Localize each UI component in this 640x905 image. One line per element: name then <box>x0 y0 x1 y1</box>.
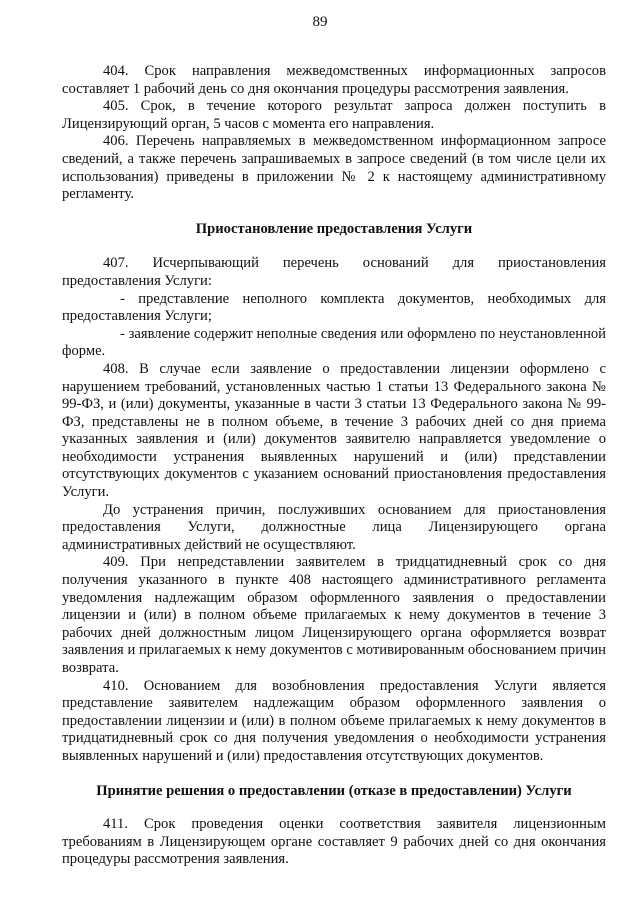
list-item-incomplete-documents: - представление неполного комплекта документов, необходимых для предоставления Услуги; <box>62 290 606 325</box>
paragraph-411: 411. Срок проведения оценки соответствия заявителя лицензионным требованиям в Лицензирующем органе составляет 9 рабочих дней со дня окончания процедуры рассмотрения заявления. <box>62 816 606 868</box>
paragraph-406: 406. Перечень направляемых в межведомственном информационном запросе сведений, а также перечень запрашиваемых в запросе сведений (в том числе цели их использования) приведены в приложении № 2 к настоящему административному регламенту. <box>62 133 606 203</box>
paragraph-410: 410. Основанием для возобновления предоставления Услуги является представление заявителем надлежащим образом оформленного заявления о предоставлении лицензии и (или) в полном объеме прилагаемых к нему документов в тридцатидневный срок со дня получения уведомления о необходимости устранения выявленных нарушений и (или) предоставления отсутствующих документов. <box>62 677 606 764</box>
paragraph-404: 404. Срок направления межведомственных информационных запросов составляет 1 рабочий день со дня окончания процедуры рассмотрения заявления. <box>62 63 606 97</box>
paragraph-408-continuation: До устранения причин, послуживших основанием для приостановления предоставления Услуги, должностные лица Лицензирующего органа административных действий не осуществляют. <box>62 501 606 553</box>
document-body <box>62 63 606 869</box>
paragraph-407: 407. Исчерпывающий перечень оснований для приостановления предоставления Услуги: <box>62 255 606 289</box>
page-number: 89 <box>312 14 328 30</box>
paragraph-405: 405. Срок, в течение которого результат запроса должен поступить в Лицензирующий орган, 5 часов с момента его направления. <box>62 98 606 132</box>
section-heading-decision: Принятие решения о предоставлении (отказе в предоставлении) Услуги <box>96 782 572 799</box>
paragraph-409: 409. При непредставлении заявителем в тридцатидневный срок со дня получения указанного в пункте 408 настоящего административного регламента уведомления надлежащим образом оформленного заявления о предоставлении лицензии и (или) в полном объеме прилагаемых к нему документов в течение 3 рабочих дней должностным лицом Лицензирующего органа оформляется возврат заявления и прилагаемых к нему документов с мотивированным обоснованием причин возврата. <box>62 554 606 676</box>
section-heading-suspension: Приостановление предоставления Услуги <box>195 220 473 237</box>
paragraph-408: 408. В случае если заявление о предоставлении лицензии оформлено с нарушением требований, установленных частью 1 статьи 13 Федерального закона № 99-ФЗ, и (или) документы, указанные в части 3 статьи 13 Федерального закона № 99-ФЗ, представлены не в полном объеме, в течение 3 рабочих дней со дня приема указанных заявления и (или) документов заявителю направляется уведомление о необходимости устранения выявленных нарушений и (или) представлении отсутствующих документов с указанием оснований приостановления предоставления Услуги. <box>62 360 606 501</box>
list-item-incomplete-application: - заявление содержит неполные сведения или оформлено по неустановленной форме. <box>62 325 606 360</box>
